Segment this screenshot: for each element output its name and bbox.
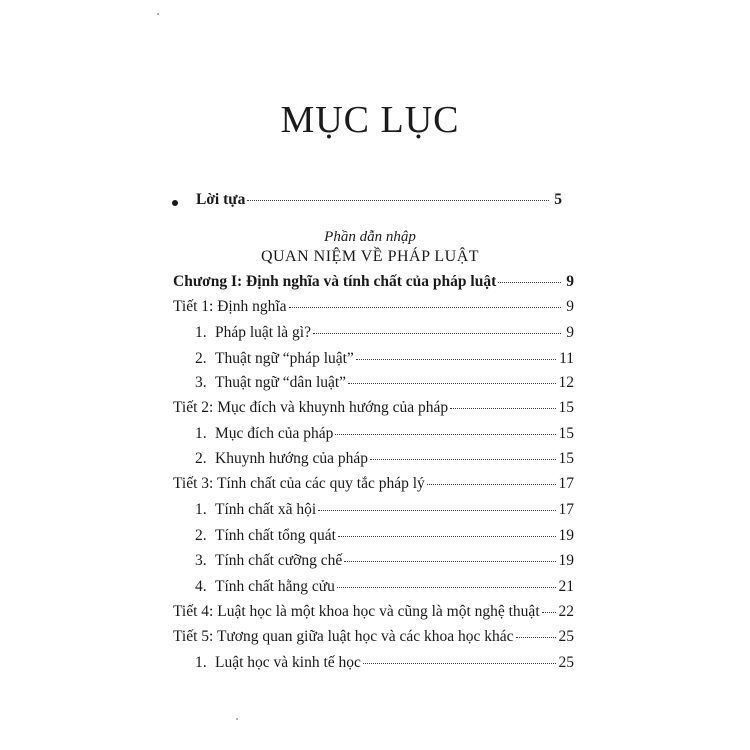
toc-entry-label: Tiết 2: Mục đích và khuynh hướng của pháp (173, 399, 449, 416)
toc-entry-item (195, 552, 574, 574)
toc-entry-section (173, 399, 574, 421)
toc-entry-page: 9 (566, 324, 574, 341)
toc-entry-page: 15 (558, 399, 574, 416)
toc-entry-item (195, 350, 574, 372)
leader-dots (370, 458, 555, 460)
toc-entry-page: 9 (566, 273, 574, 290)
toc-entry-label: Pháp luật là gì? (215, 324, 311, 341)
toc-entry-section (173, 603, 574, 625)
toc-entry-page: 19 (558, 527, 574, 544)
toc-entry-section (173, 298, 574, 320)
toc-entry-number: 1. (195, 324, 207, 341)
toc-entry-preface (196, 191, 562, 213)
toc-entry-label: Luật học và kinh tế học (215, 654, 361, 671)
leader-dots (247, 199, 549, 201)
toc-entry-number: 3. (195, 552, 207, 569)
toc-entry-item (195, 374, 574, 396)
leader-dots (338, 535, 556, 537)
part-label: Phần dẫn nhập (324, 229, 416, 245)
toc-entry-section (173, 475, 574, 497)
toc-entry-label: Tính chất tổng quát (215, 527, 336, 544)
leader-dots (318, 509, 555, 511)
toc-entry-page: 5 (554, 191, 562, 208)
toc-entry-item (195, 654, 574, 676)
toc-entry-page: 22 (558, 603, 574, 620)
toc-entry-number: 4. (195, 578, 207, 595)
toc-entry-page: 15 (558, 450, 574, 467)
toc-entry-label: Tiết 4: Luật học là một khoa học và cũng là một nghệ thuật (173, 603, 540, 620)
toc-entry-page: 21 (558, 578, 574, 595)
toc-entry-page: 25 (558, 628, 574, 645)
toc-entry-item (195, 425, 574, 447)
toc-entry-label: Thuật ngữ “dân luật” (215, 374, 347, 391)
toc-entry-chapter (173, 273, 574, 295)
toc-entry-number: 2. (195, 450, 207, 467)
leader-dots (344, 560, 555, 562)
toc-entry-number: 1. (195, 501, 207, 518)
toc-entry-page: 25 (558, 654, 574, 671)
toc-entry-number: 1. (195, 654, 207, 671)
toc-entry-label: Thuật ngữ “pháp luật” (215, 350, 354, 367)
toc-entry-item (195, 527, 574, 549)
leader-dots (348, 382, 555, 384)
toc-entry-page: 17 (558, 501, 574, 518)
leader-dots (337, 586, 556, 588)
toc-entry-label: Tiết 1: Định nghĩa (173, 298, 287, 315)
toc-entry-page: 9 (566, 298, 574, 315)
leader-dots (542, 611, 556, 613)
toc-entry-label: Tính chất hằng cửu (215, 578, 335, 595)
bullet-icon (172, 200, 178, 206)
toc-entry-number: 2. (195, 350, 207, 367)
toc-entry-item (195, 450, 574, 472)
toc-entry-label: Chương I: Định nghĩa và tính chất của pháp luật (173, 273, 497, 290)
leader-dots (450, 407, 555, 409)
toc-entry-item (195, 501, 574, 523)
print-speck (157, 13, 159, 15)
toc-entry-label: Khuynh hướng của pháp (215, 450, 369, 467)
leader-dots (427, 483, 556, 485)
toc-entry-page: 19 (558, 552, 574, 569)
toc-entry-page: 12 (558, 374, 574, 391)
toc-entry-item (195, 578, 574, 600)
toc-entry-label: Tính chất cưỡng chế (215, 552, 343, 569)
leader-dots (289, 306, 561, 308)
toc-entry-page: 17 (558, 475, 574, 492)
leader-dots (313, 332, 561, 334)
leader-dots (498, 281, 561, 283)
toc-entry-label: Lời tựa (196, 191, 246, 208)
part-heading: QUAN NIỆM VỀ PHÁP LUẬT (260, 248, 480, 265)
toc-entry-label: Tiết 3: Tính chất của các quy tắc pháp lý (173, 475, 425, 492)
toc-entry-number: 3. (195, 374, 207, 391)
leader-dots (516, 636, 556, 638)
toc-entry-section (173, 628, 574, 650)
leader-dots (356, 358, 556, 360)
toc-entry-number: 1. (195, 425, 207, 442)
page-title: MỤC LỤC (280, 99, 460, 141)
leader-dots (363, 662, 556, 664)
toc-entry-page: 11 (559, 350, 574, 367)
toc-entry-label: Tiết 5: Tương quan giữa luật học và các khoa học khác (173, 628, 514, 645)
toc-entry-item (195, 324, 574, 346)
toc-entry-label: Mục đích của pháp (215, 425, 334, 442)
toc-entry-page: 15 (558, 425, 574, 442)
toc-entry-number: 2. (195, 527, 207, 544)
print-speck (236, 718, 238, 720)
toc-entry-label: Tính chất xã hội (215, 501, 317, 518)
leader-dots (335, 433, 555, 435)
